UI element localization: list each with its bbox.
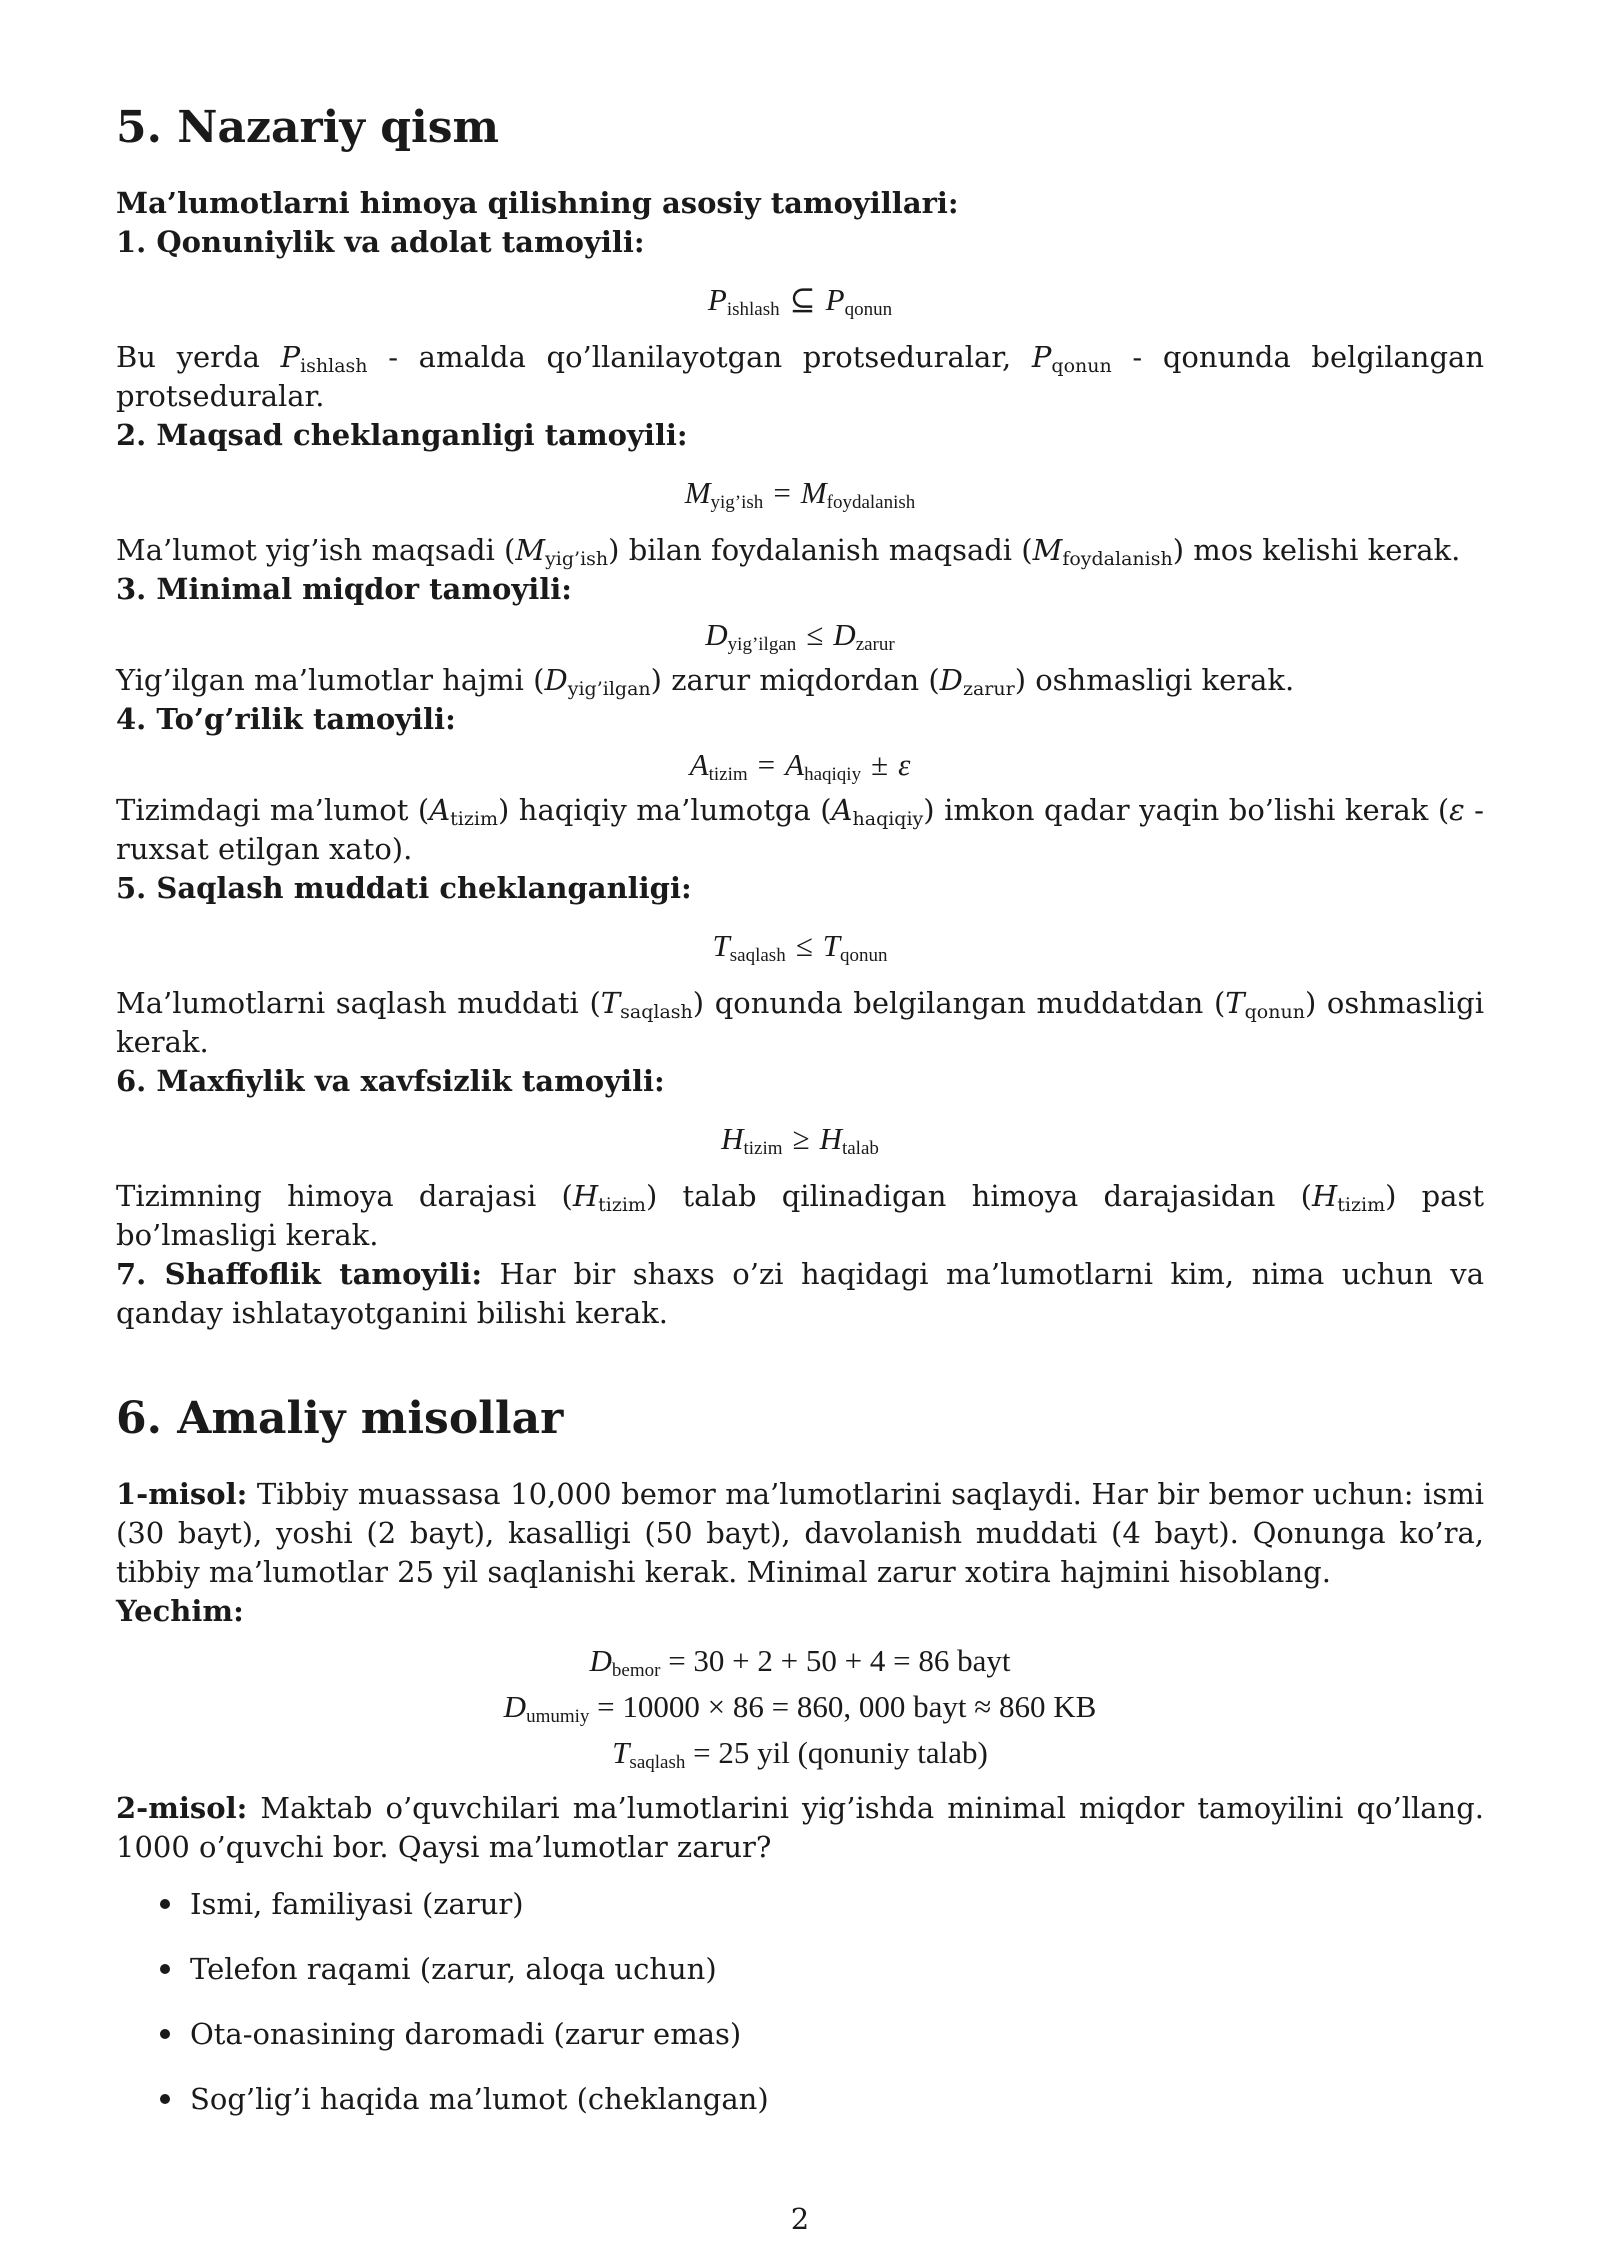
example-2	[116, 1789, 1484, 1867]
principles-intro: Ma’lumotlarni himoya qilishning asosiy tamoyillari:	[116, 186, 959, 220]
principle-4-heading: 4. To’g’rilik tamoyili:	[116, 702, 456, 736]
example-1	[116, 1475, 1484, 1592]
solution-eq-1: $D_{bemor} = 30 + 2 + 50 + 4 = 86$ bayt	[589, 1643, 1011, 1681]
principle-1-text: Bu yerda $P_{ishlash}$ - amalda qo’llanilayotgan protseduralar, $P_{qonun}$ - qonunda belgilangan protseduralar.	[116, 340, 1484, 413]
equation-1: $P_{ishlash}$ ⊆ $P_{qonun}$	[707, 282, 893, 320]
principle-2-heading: 2. Maqsad cheklanganligi tamoyili:	[116, 418, 688, 452]
principle-7-text: Har bir shaxs o’zi haqidagi ma’lumotlarni kim, nima uchun va qanday ishlatayotganini bilishi kerak.	[116, 1257, 1484, 1330]
principle-7-heading: 7. Shaffoflik tamoyili:	[116, 1257, 483, 1291]
example-1-label: 1-misol:	[116, 1477, 248, 1511]
solution-eq-2: $D_{umumiy} = 10000 \times 86 = 860$, 000 bayt ≈ 860 KB	[503, 1689, 1097, 1727]
example-2-text: Maktab o’quvchilari ma’lumotlarini yig’ishda minimal miqdor tamoyilini qo’llang. 1000 o’quvchi bor. Qaysi ma’lumotlar zarur?	[116, 1791, 1484, 1864]
principle-6-heading: 6. Maxfiylik va xavfsizlik tamoyili:	[116, 1064, 665, 1098]
example-2-list	[116, 1885, 1484, 2119]
principle-3-heading: 3. Minimal miqdor tamoyili:	[116, 572, 572, 606]
principle-4-text: Tizimdagi ma’lumot $(A_{tizim})$ haqiqiy ma’lumotga $(A_{haqiqiy})$ imkon qadar yaqin bo’lishi kerak (ε - ruxsat etilgan xato).	[116, 793, 1484, 866]
list-item: Ota-onasining daromadi (zarur emas)	[160, 2015, 1484, 2054]
principle-5-text: Ma’lumotlarni saqlash muddati $(T_{saqlash})$ qonunda belgilangan muddatdan $(T_{qonun})$ oshmasligi kerak.	[116, 986, 1484, 1059]
example-2-label: 2-misol:	[116, 1791, 248, 1825]
principle-3-text: Yig’ilgan ma’lumotlar hajmi $(D_{yig’ilgan})$ zarur miqdordan $(D_{zarur})$ oshmasligi kerak.	[116, 663, 1295, 700]
equation-5: $T_{saqlash} \le T_{qonun}$	[712, 928, 888, 966]
equation-6: $H_{tizim} \ge H_{talab}$	[721, 1121, 879, 1159]
principle-1-heading: 1. Qonuniylik va adolat tamoyili:	[116, 225, 645, 259]
list-item: Telefon raqami (zarur, aloqa uchun)	[160, 1950, 1484, 1989]
principle-7	[116, 1255, 1484, 1333]
page-number: 2	[790, 2202, 810, 2236]
list-item: Ismi, familiyasi (zarur)	[160, 1885, 1484, 1924]
principle-2-text: Ma’lumot yig’ish maqsadi $(M_{yig’ish})$ bilan foydalanish maqsadi $(M_{foydalanish})$ mos kelishi kerak.	[116, 533, 1461, 570]
equation-4: $A_{tizim} = A_{haqiqiy} \pm \varepsilon$	[689, 747, 911, 785]
principle-6-text: Tizimning himoya darajasi $(H_{tizim})$ talab qilinadigan himoya darajasidan $(H_{tizim})$ past bo’lmasligi kerak.	[116, 1179, 1485, 1252]
solution-label: Yechim:	[116, 1594, 244, 1628]
equation-3: $D_{yig’ilgan} \le D_{zarur}$	[705, 617, 895, 655]
solution-eq-3: $T_{saqlash} = 25$ yil (qonuniy talab)	[612, 1735, 988, 1773]
section-5-title: 5. Nazariy qism	[116, 102, 500, 153]
example-1-text: Tibbiy muassasa 10,000 bemor ma’lumotlarini saqlaydi. Har bir bemor uchun: ismi (30 bayt), yoshi (2 bayt), kasalligi (50 bayt), davolanish muddati (4 bayt). Qonunga ko’ra, tibbiy ma’lumotlar 25 yil saqlanishi kerak. Minimal zarur xotira hajmini hisoblang.	[116, 1477, 1484, 1589]
section-6-title: 6. Amaliy misollar	[116, 1393, 564, 1444]
principle-5-heading: 5. Saqlash muddati cheklanganligi:	[116, 871, 692, 905]
list-item: Sog’lig’i haqida ma’lumot (cheklangan)	[160, 2080, 1484, 2119]
equation-2: $M_{yig’ish} = M_{foydalanish}$	[684, 475, 916, 513]
